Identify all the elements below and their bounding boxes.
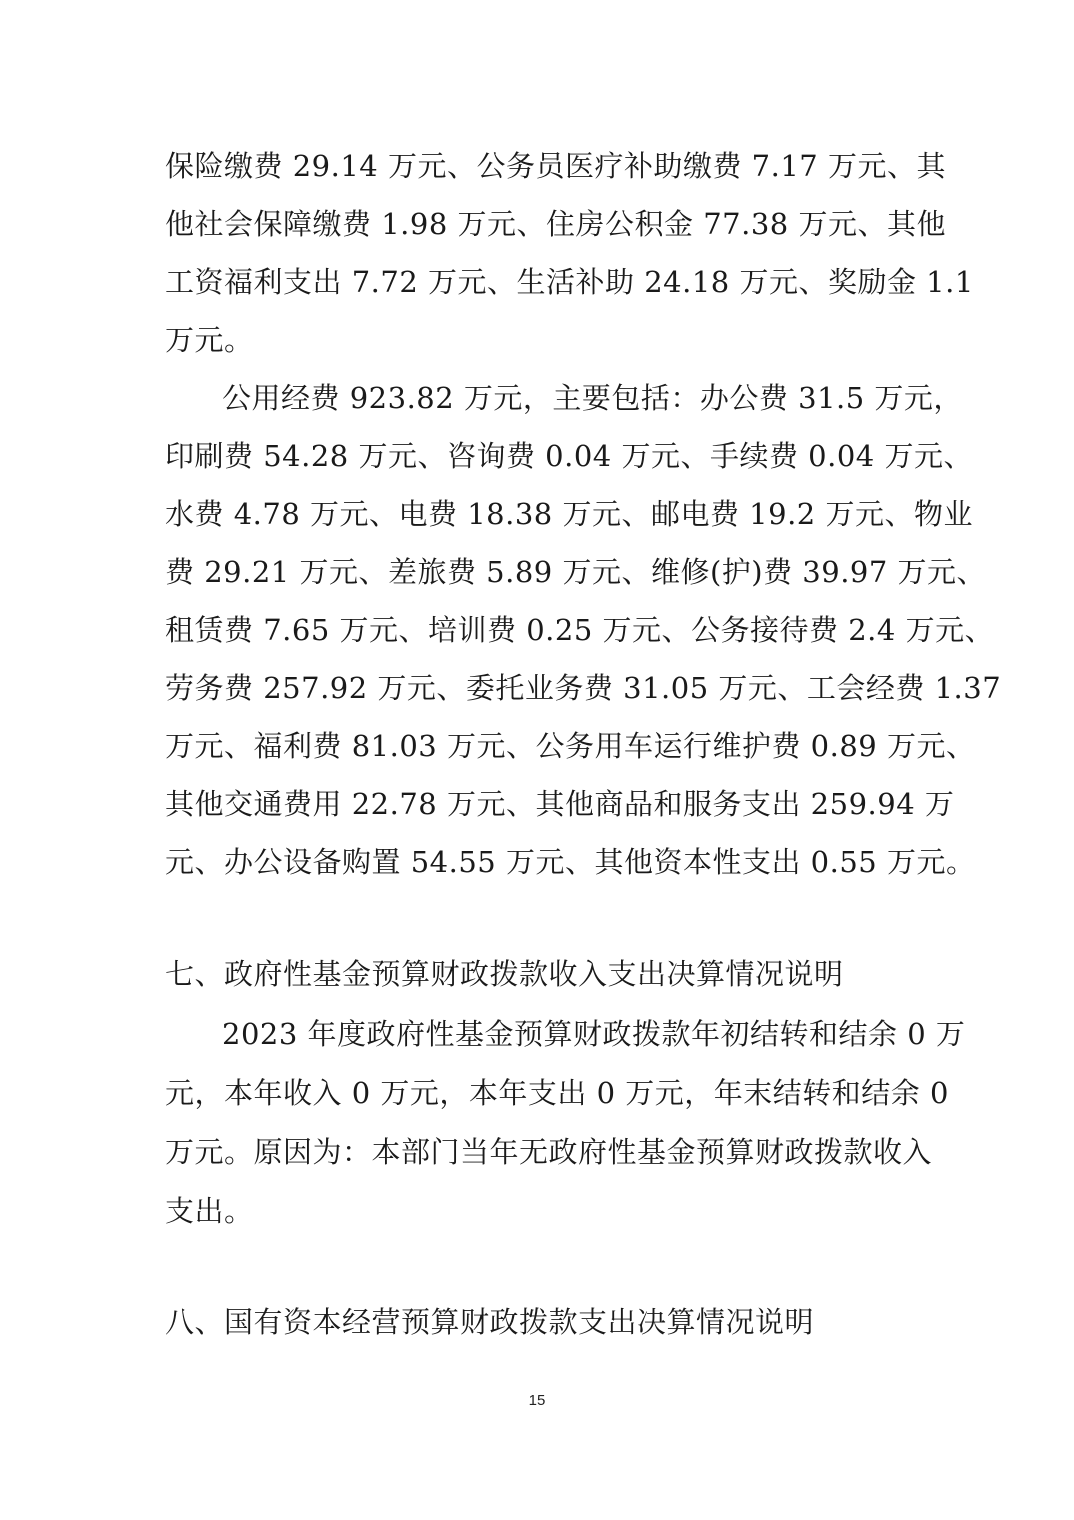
paragraph-line: 水费 4.78 万元、电费 18.38 万元、邮电费 19.2 万元、物业: [165, 497, 973, 531]
paragraph-line: 公用经费 923.82 万元，主要包括：办公费 31.5 万元，: [222, 381, 963, 415]
paragraph-line: 工资福利支出 7.72 万元、生活补助 24.18 万元、奖励金 1.1: [165, 265, 974, 299]
paragraph-line: 万元、福利费 81.03 万元、公务用车运行维护费 0.89 万元、: [165, 729, 976, 763]
paragraph-line: 元，本年收入 0 万元，本年支出 0 万元，年末结转和结余 0: [165, 1076, 949, 1110]
section-heading: 八、国有资本经营预算财政拨款支出决算情况说明: [165, 1305, 815, 1339]
section-heading: 七、政府性基金预算财政拨款收入支出决算情况说明: [165, 957, 844, 991]
paragraph-line: 劳务费 257.92 万元、委托业务费 31.05 万元、工会经费 1.37: [165, 671, 1002, 705]
paragraph-line: 万元。原因为：本部门当年无政府性基金预算财政拨款收入: [165, 1135, 933, 1169]
paragraph-line: 租赁费 7.65 万元、培训费 0.25 万元、公务接待费 2.4 万元、: [165, 613, 995, 647]
paragraph-line: 他社会保障缴费 1.98 万元、住房公积金 77.38 万元、其他: [165, 207, 946, 241]
page-number: 15: [528, 1392, 546, 1409]
paragraph-line: 保险缴费 29.14 万元、公务员医疗补助缴费 7.17 万元、其: [165, 149, 946, 183]
paragraph-line: 印刷费 54.28 万元、咨询费 0.04 万元、手续费 0.04 万元、: [165, 439, 973, 473]
paragraph-line: 费 29.21 万元、差旅费 5.89 万元、维修(护)费 39.97 万元、: [165, 555, 987, 589]
paragraph-line: 2023 年度政府性基金预算财政拨款年初结转和结余 0 万: [222, 1017, 966, 1051]
paragraph-line: 其他交通费用 22.78 万元、其他商品和服务支出 259.94 万: [165, 787, 955, 821]
paragraph-line: 支出。: [165, 1194, 254, 1228]
paragraph-line: 元、办公设备购置 54.55 万元、其他资本性支出 0.55 万元。: [165, 845, 976, 879]
paragraph-line: 万元。: [165, 323, 254, 357]
